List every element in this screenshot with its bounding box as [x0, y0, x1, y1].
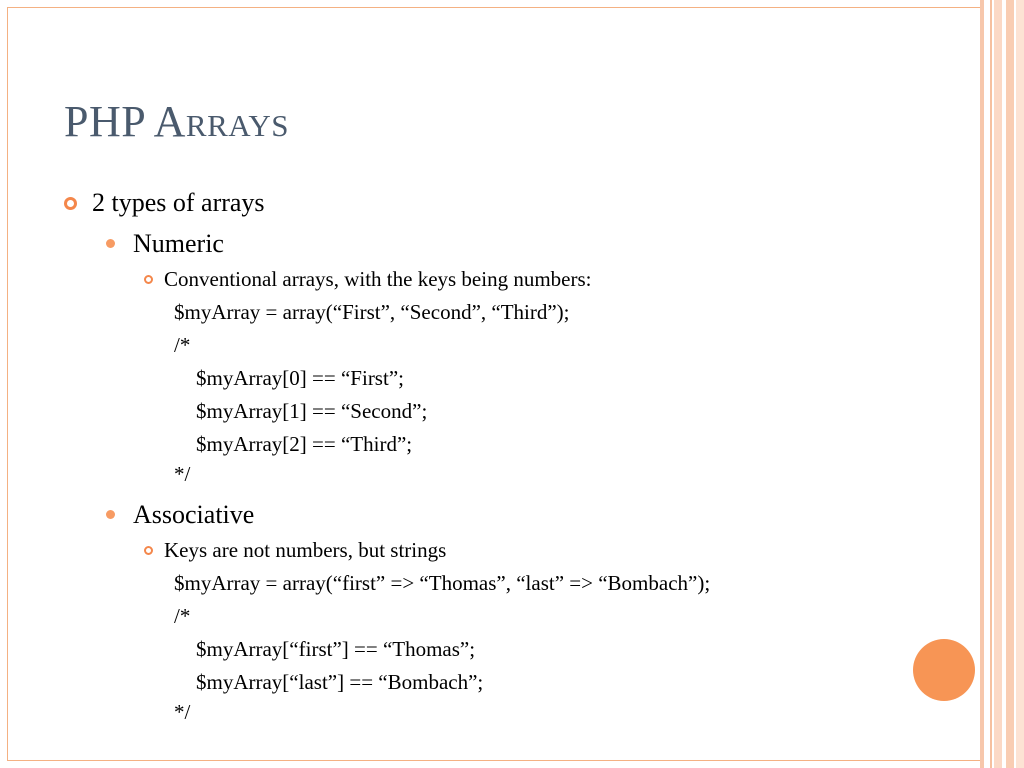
orange-circle-decoration — [913, 639, 975, 701]
numeric-description: Conventional arrays, with the keys being numbers: — [164, 267, 592, 291]
numeric-heading: Numeric — [133, 229, 224, 258]
code-line: $myArray[0] == “First”; — [196, 366, 404, 390]
code-line: */ — [174, 700, 191, 724]
code-line: */ — [174, 462, 191, 486]
dot-bullet-icon — [106, 510, 115, 519]
code-line: $myArray = array(“First”, “Second”, “Third”); — [174, 300, 570, 324]
code-line: $myArray[“first”] == “Thomas”; — [196, 637, 476, 661]
associative-description: Keys are not numbers, but strings — [164, 538, 447, 562]
code-line: $myArray = array(“first” => “Thomas”, “last” => “Bombach”); — [174, 571, 711, 595]
dot-bullet-icon — [106, 239, 115, 248]
code-line: $myArray[“last”] == “Bombach”; — [196, 670, 484, 694]
code-line: /* — [174, 333, 191, 357]
small-ring-bullet-icon — [144, 275, 153, 284]
small-ring-bullet-icon — [144, 546, 153, 555]
level1-item: 2 types of arrays — [92, 188, 265, 217]
code-line: $myArray[1] == “Second”; — [196, 399, 428, 423]
ring-bullet-icon — [64, 197, 77, 210]
code-line: $myArray[2] == “Third”; — [196, 432, 413, 456]
slide-title: PHP Arrays — [64, 97, 289, 146]
associative-heading: Associative — [133, 500, 255, 529]
code-line: /* — [174, 604, 191, 628]
